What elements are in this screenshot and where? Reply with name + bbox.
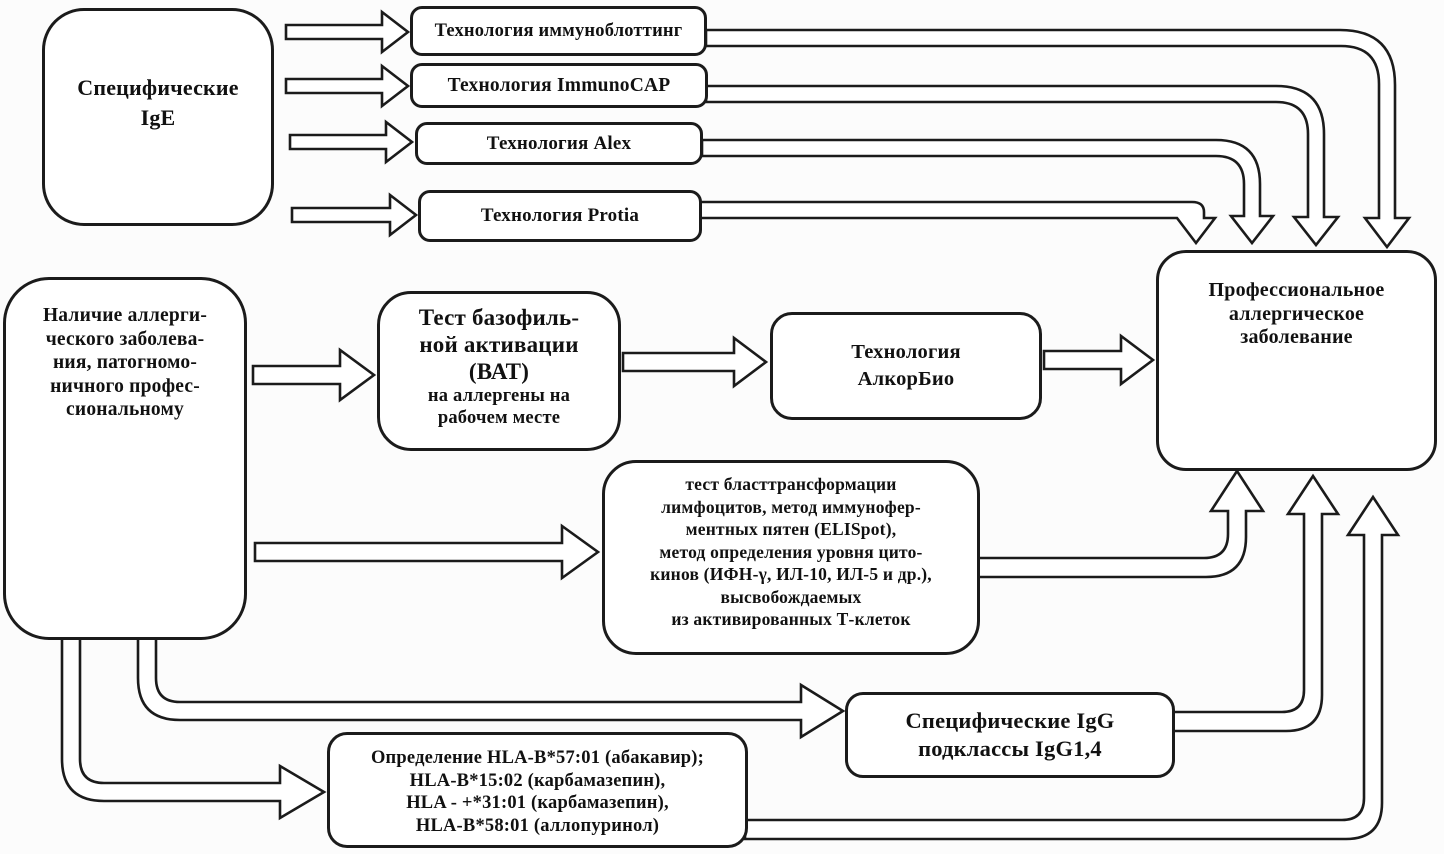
elispot-line: тест бласттрансформации [685,474,897,494]
tech-protia-box [418,190,702,242]
arrow-ige-to-immunoblot [286,12,408,52]
specific-ige-line: Специфические [77,75,239,100]
hla-line: Определение HLA-B*57:01 (абакавир); [370,748,705,768]
tech-alex-label: Технология Alex [486,132,632,154]
bat-title-line: Тест базофиль- [418,305,580,330]
bat-subtitle-line: на аллергены на [427,386,571,406]
occupational-allergic-disease-box [1156,250,1437,471]
arrow-ige-to-immunocap [286,66,408,106]
elispot-line: лимфоцитов, метод иммунофер- [661,496,921,517]
arrow-elispot-to-target [976,471,1263,577]
arrow-ige-to-protia [292,195,416,235]
elispot-line: из активированных Т-клеток [671,609,911,629]
arrow-igg-to-target [1172,476,1338,731]
presence-line: ничного профес- [50,375,200,397]
target-line: Профессиональное [1208,279,1385,301]
bat-title-line: ной активации [419,332,579,357]
elispot-line: кинов (ИФН-γ, ИЛ-10, ИЛ-5 и др.), [650,564,932,584]
target-line: аллергическое [1228,302,1365,325]
tech-immunoblot-label: Технология иммуноблоттинг [434,20,683,41]
presence-line: ния, патогномо- [52,352,198,373]
tech-immunocap-box [410,63,708,108]
hla-typing-box [327,732,748,848]
bat-title-line: (ВАТ) [468,359,530,384]
basophil-activation-test-box [377,291,621,451]
arrow-presence-to-bat [253,350,374,400]
tech-immunocap-label: Технология ImmunoCAP [447,74,671,96]
arrow-presence-to-elispot [255,526,598,578]
alkorbio-line: Технология [851,341,961,363]
specific-igg-line: Специфические IgG [905,708,1115,733]
specific-ige-line: IgE [140,105,176,130]
target-line: заболевание [1240,326,1353,348]
arrow-alkorbio-to-target [1044,336,1153,384]
specific-ige-box [42,8,274,226]
arrow-protia-to-target [698,202,1215,243]
arrow-presence-to-hla [62,638,324,818]
alkorbio-technology-box [770,312,1042,420]
presence-line: ческого заболева- [45,328,205,350]
presence-line: сиональному [66,399,184,420]
hla-line: HLA - +*31:01 (карбамазепин), [406,793,669,813]
hla-line: HLA-B*58:01 (аллопуринол) [415,815,660,836]
arrow-bat-to-alkorbio [623,338,766,386]
specific-igg-line: подклассы IgG1,4 [918,736,1102,761]
hla-line: HLA-B*15:02 (карбамазепин), [409,770,666,791]
specific-igg-box [845,692,1175,778]
elispot-line: ментных пятен (ELISpot), [685,519,897,539]
tech-alex-box [415,122,703,165]
tech-protia-label: Технология Protia [480,205,640,226]
allergic-disease-presence-box [3,277,247,640]
arrow-ige-to-alex [290,122,412,162]
bat-subtitle-line: рабочем месте [437,408,561,428]
elispot-line: метод определения уровня цито- [659,541,923,562]
presence-line: Наличие аллерги- [42,305,208,326]
tech-immunoblot-box [410,6,707,56]
alkorbio-line: АлкорБио [857,368,955,390]
elispot-line: высвобождаемых [720,586,862,607]
lymphocyte-tests-box [602,460,980,655]
